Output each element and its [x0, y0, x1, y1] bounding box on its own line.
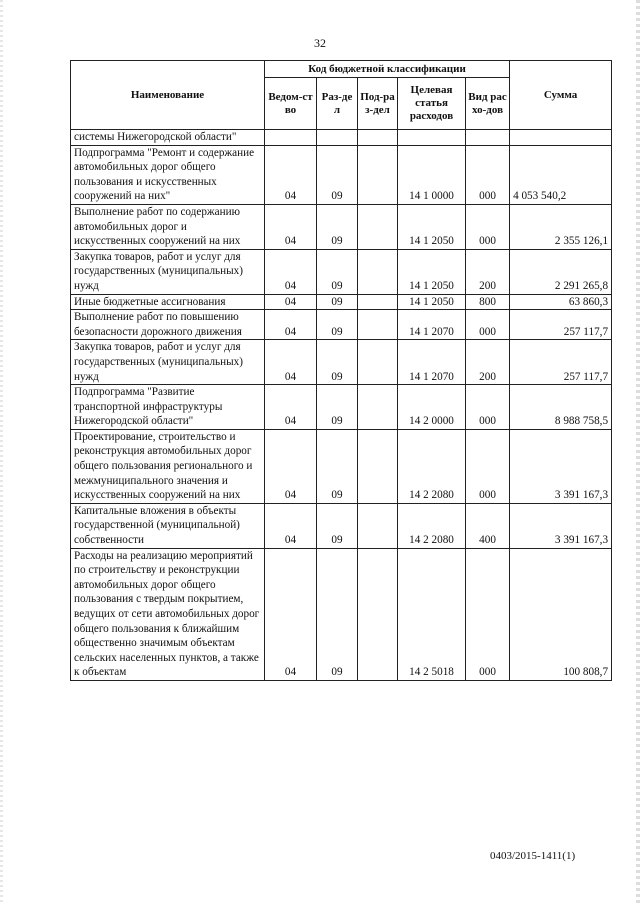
table-row [71, 249, 612, 294]
header-tselevaya: Целевая статья расходов [398, 78, 466, 130]
page-number: 32 [314, 36, 326, 50]
row-vedomstvo: 04 [265, 385, 317, 430]
table-row [71, 340, 612, 385]
header-vid [466, 78, 510, 130]
row-tselevaya: 14 2 0000 [398, 385, 466, 430]
row-name: Закупка товаров, работ и услуг для государственных (муниципальных) нужд [71, 249, 265, 294]
row-vid [466, 130, 510, 146]
row-tselevaya: 14 1 2050 [398, 249, 466, 294]
row-podrazdel [358, 130, 398, 146]
table-row [71, 548, 612, 680]
row-vid: 200 [466, 249, 510, 294]
header-row-1 [71, 61, 612, 78]
row-sum: 257 117,7 [510, 310, 612, 340]
table-body [71, 130, 612, 681]
row-sum: 8 988 758,5 [510, 385, 612, 430]
row-podrazdel [358, 503, 398, 548]
row-podrazdel [358, 204, 398, 249]
row-vedomstvo: 04 [265, 340, 317, 385]
row-name: Расходы на реализацию мероприятий по строительству и реконструкции автомобильных дорог общего пользования с твердым покрытием, ведущих от сети автомобильных дорог общего пользования к ближайшим общественно значимым объектам сельских населенных пунктов, а также к объектам [71, 548, 265, 680]
row-name: Иные бюджетные ассигнования [71, 294, 265, 310]
row-vid: 000 [466, 385, 510, 430]
row-vid: 000 [466, 204, 510, 249]
header-razdel-text: Раз-дел [321, 90, 353, 116]
table-row [71, 145, 612, 204]
row-razdel: 09 [317, 204, 358, 249]
row-vedomstvo: 04 [265, 204, 317, 249]
table-row [71, 385, 612, 430]
row-tselevaya [398, 130, 466, 146]
row-sum: 3 391 167,3 [510, 429, 612, 503]
row-vid: 400 [466, 503, 510, 548]
row-podrazdel [358, 385, 398, 430]
row-vid: 000 [466, 429, 510, 503]
row-sum: 2 355 126,1 [510, 204, 612, 249]
scan-edge-right [636, 0, 640, 905]
row-podrazdel [358, 310, 398, 340]
row-sum: 63 860,3 [510, 294, 612, 310]
row-sum: 3 391 167,3 [510, 503, 612, 548]
row-name: Подпрограмма "Развитие транспортной инфраструктуры Нижегородской области" [71, 385, 265, 430]
row-razdel: 09 [317, 385, 358, 430]
table-row [71, 310, 612, 340]
header-podrazdel-text: Под-раз-дел [360, 90, 395, 116]
row-razdel: 09 [317, 145, 358, 204]
table-row [71, 204, 612, 249]
table-row [71, 429, 612, 503]
row-tselevaya: 14 1 2050 [398, 294, 466, 310]
row-razdel: 09 [317, 310, 358, 340]
row-vedomstvo [265, 130, 317, 146]
row-name: Капитальные вложения в объекты государственной (муниципальной) собственности [71, 503, 265, 548]
header-name: Наименование [71, 61, 265, 130]
table-row [71, 294, 612, 310]
row-name: Выполнение работ по содержанию автомобильных дорог и искусственных сооружений на них [71, 204, 265, 249]
row-tselevaya: 14 1 2050 [398, 204, 466, 249]
row-sum: 257 117,7 [510, 340, 612, 385]
row-vid: 000 [466, 548, 510, 680]
row-vedomstvo: 04 [265, 429, 317, 503]
row-name: Проектирование, строительство и реконструкция автомобильных дорог общего пользования регионального и межмуниципального значения и искусственных сооружений на них [71, 429, 265, 503]
row-sum: 2 291 265,8 [510, 249, 612, 294]
row-tselevaya: 14 2 2080 [398, 503, 466, 548]
header-code-group: Код бюджетной классификации [265, 61, 510, 78]
row-razdel: 09 [317, 503, 358, 548]
row-sum: 100 808,7 [510, 548, 612, 680]
header-vid-text: Вид расхо-дов [468, 90, 507, 116]
header-podrazdel [358, 78, 398, 130]
scan-edge-left [0, 0, 3, 905]
row-name: Закупка товаров, работ и услуг для государственных (муниципальных) нужд [71, 340, 265, 385]
row-vid: 000 [466, 310, 510, 340]
row-vedomstvo: 04 [265, 548, 317, 680]
row-podrazdel [358, 249, 398, 294]
row-vedomstvo: 04 [265, 503, 317, 548]
row-razdel: 09 [317, 294, 358, 310]
row-razdel: 09 [317, 429, 358, 503]
row-vedomstvo: 04 [265, 310, 317, 340]
row-podrazdel [358, 145, 398, 204]
row-razdel: 09 [317, 340, 358, 385]
row-podrazdel [358, 294, 398, 310]
header-vedomstvo-text: Ведом-ство [268, 90, 313, 116]
row-razdel [317, 130, 358, 146]
row-vid: 000 [466, 145, 510, 204]
table-row [71, 503, 612, 548]
row-tselevaya: 14 2 2080 [398, 429, 466, 503]
row-vid: 800 [466, 294, 510, 310]
row-razdel: 09 [317, 548, 358, 680]
header-razdel [317, 78, 358, 130]
row-sum [510, 130, 612, 146]
row-vid: 200 [466, 340, 510, 385]
row-vedomstvo: 04 [265, 249, 317, 294]
row-name: Подпрограмма "Ремонт и содержание автомобильных дорог общего пользования и искусственных сооружений на них" [71, 145, 265, 204]
table-row [71, 130, 612, 146]
header-vedomstvo [265, 78, 317, 130]
row-podrazdel [358, 340, 398, 385]
row-tselevaya: 14 1 0000 [398, 145, 466, 204]
header-sum: Сумма [510, 61, 612, 130]
row-name: Выполнение работ по повышению безопасности дорожного движения [71, 310, 265, 340]
row-sum: 4 053 540,2 [510, 145, 612, 204]
row-razdel: 09 [317, 249, 358, 294]
row-tselevaya: 14 2 5018 [398, 548, 466, 680]
budget-table [70, 60, 612, 681]
footer-code: 0403/2015-1411(1) [490, 850, 576, 862]
row-name: системы Нижегородской области" [71, 130, 265, 146]
row-vedomstvo: 04 [265, 294, 317, 310]
row-tselevaya: 14 1 2070 [398, 310, 466, 340]
row-podrazdel [358, 429, 398, 503]
row-podrazdel [358, 548, 398, 680]
row-vedomstvo: 04 [265, 145, 317, 204]
row-tselevaya: 14 1 2070 [398, 340, 466, 385]
